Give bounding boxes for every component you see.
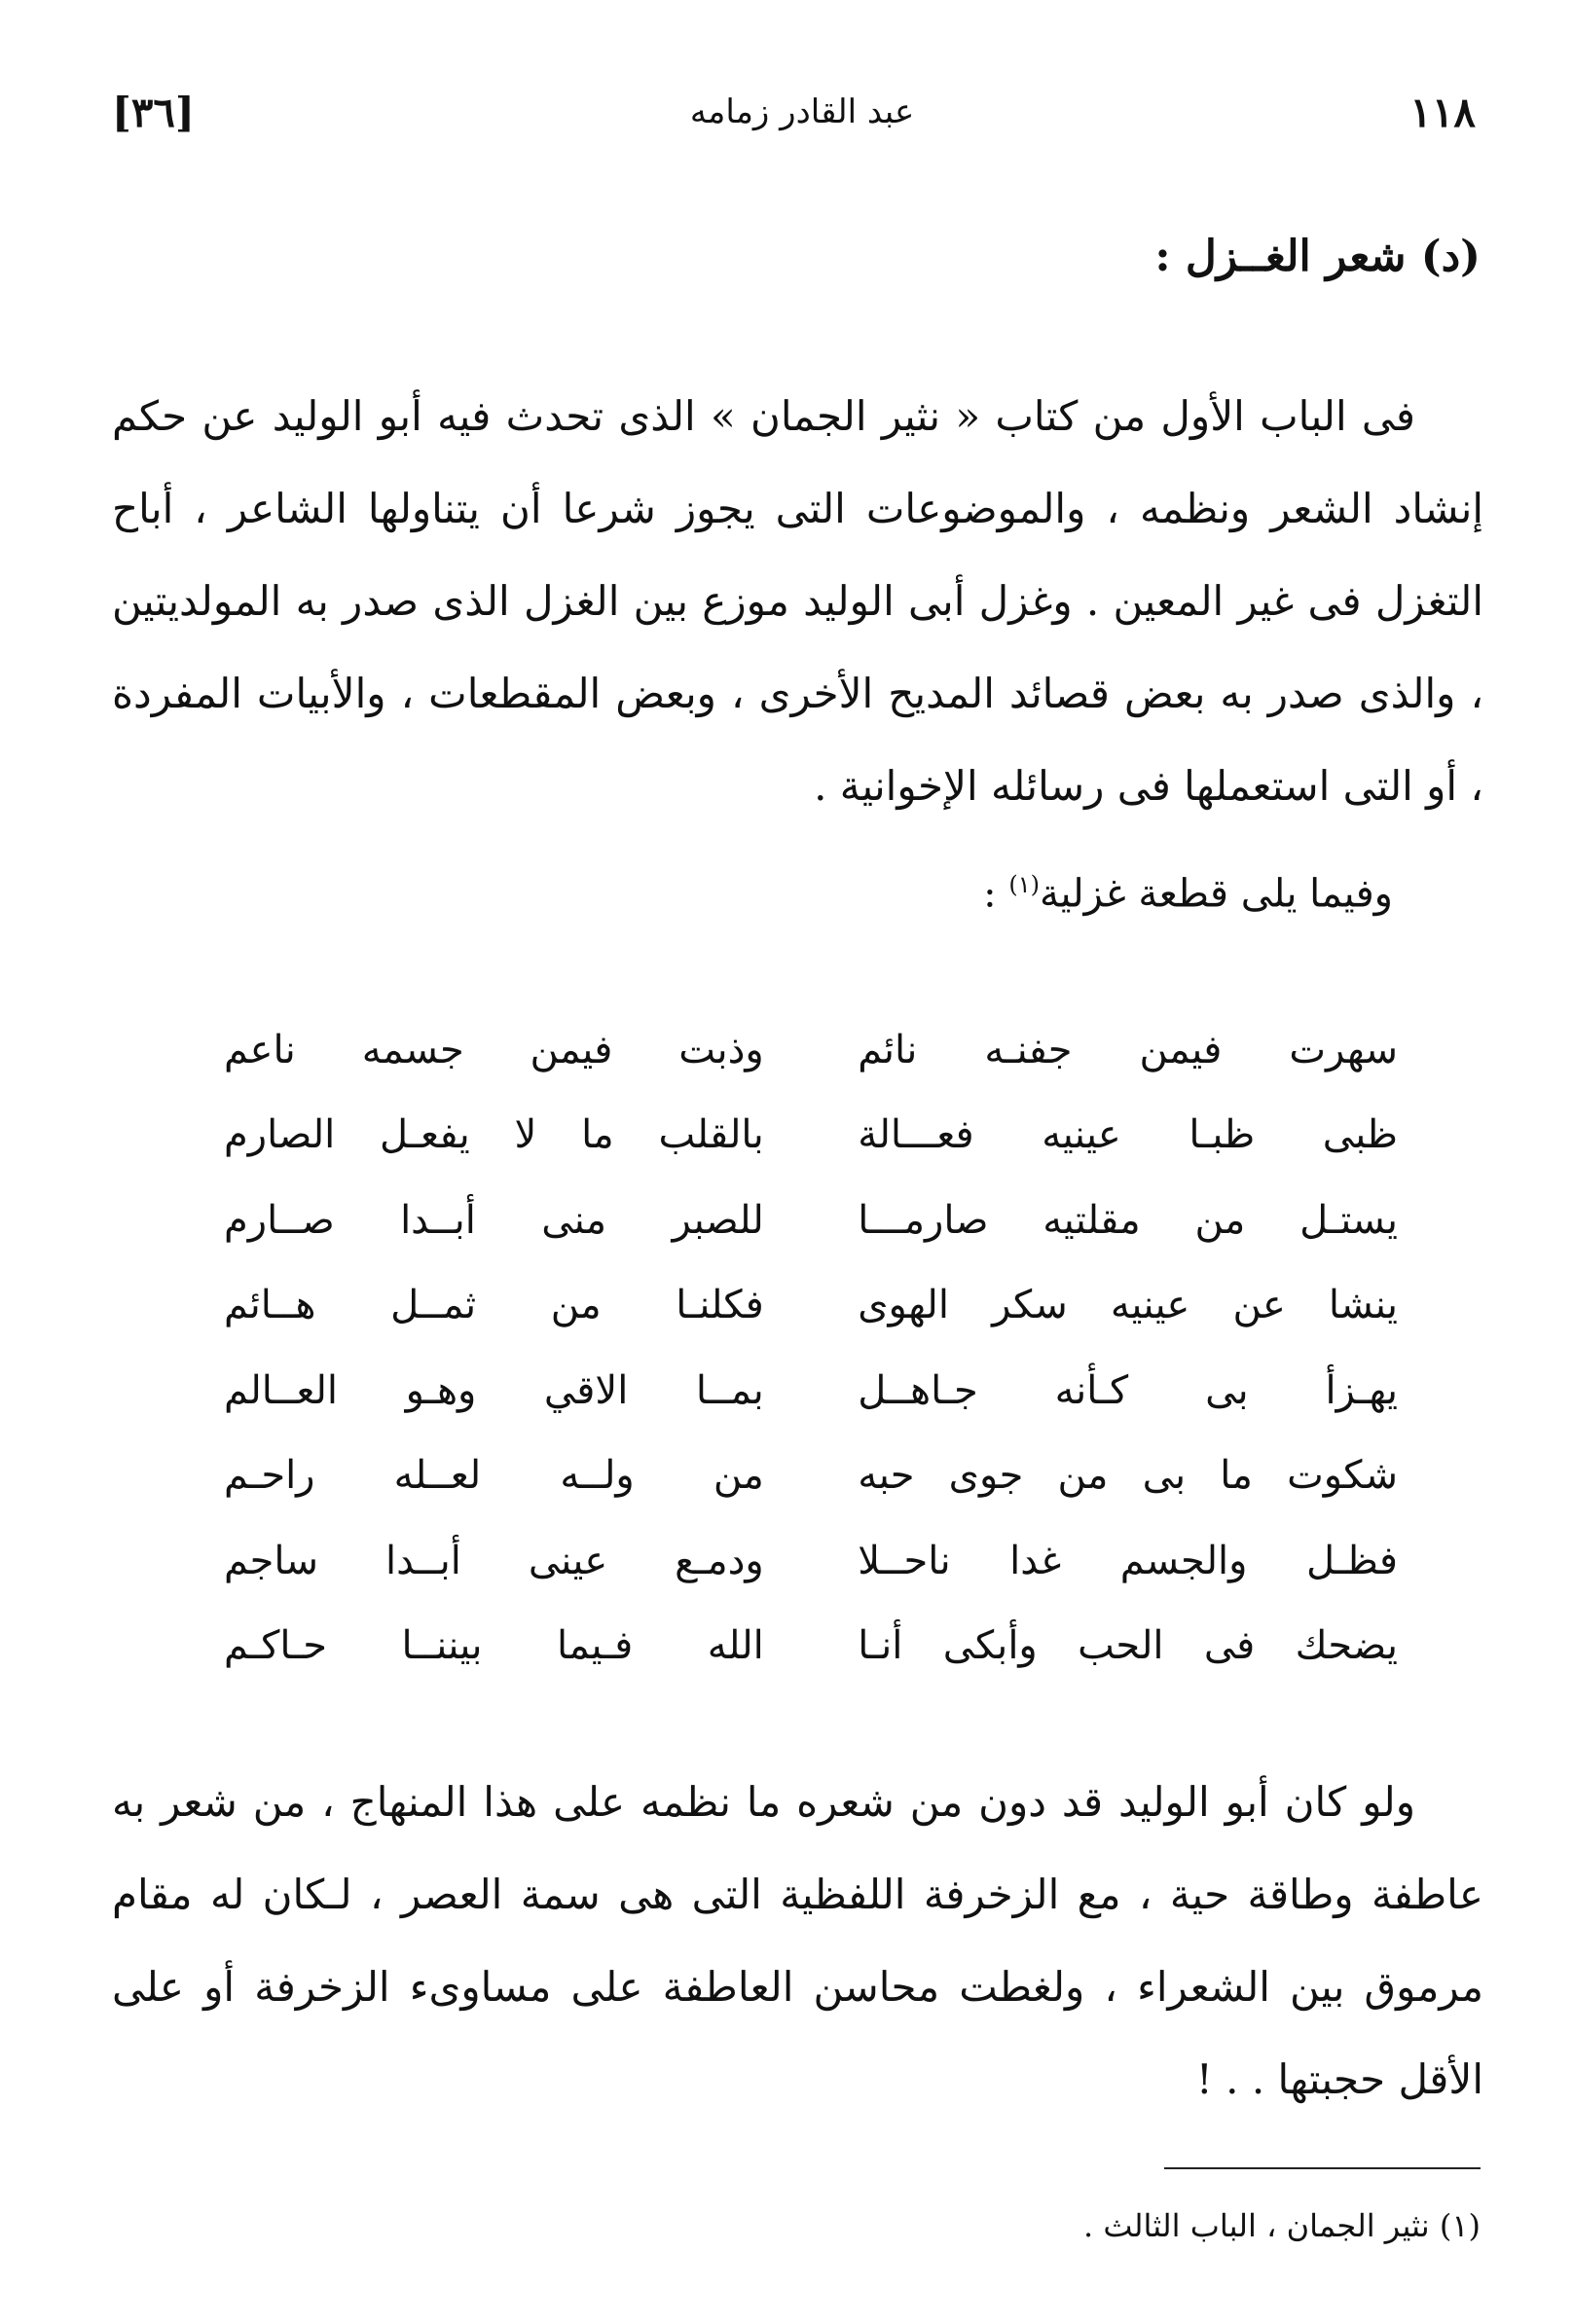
footnote-divider — [1164, 2167, 1481, 2169]
verse-first-hemistich: شكوت ما بى من جوى حبه — [858, 1453, 1398, 1499]
verse-second-hemistich: الله فـيما بيننــا حـاكـم — [224, 1623, 764, 1669]
verse-first-hemistich: سهرت فيمن جفنـه نائم — [858, 1027, 1398, 1072]
outro-paragraph — [112, 1756, 1483, 2125]
poem-intro-text: وفيما يلى قطعة غزلية — [1039, 871, 1393, 917]
verse-second-hemistich: وذبت فيمن جسمه ناعم — [224, 1027, 764, 1072]
verse-first-hemistich: ينشا عن عينيه سكر الهوى — [858, 1283, 1398, 1328]
verse-first-hemistich: ظبى ظبـا عينيه فعـــالة — [858, 1112, 1398, 1158]
running-title: عبد القادر زمامه — [689, 92, 915, 131]
poem-verse — [224, 1007, 1398, 1093]
footnote: (١) نثير الجمان ، الباب الثالث . — [1083, 2207, 1481, 2244]
outro-paragraph-text: ولو كان أبو الوليد قد دون من شعره ما نظمه على هذا المنهاج ، من شعر به عاطفة وطاقة حية ، مع الزخرفة اللفظية التى هى سمة العصر ، لـكان له مقام مرموق بين الشعراء ، ولغطت محاسن العاطفة على مساوىء الزخرفة أو على الأقل حجبتها . . ! — [112, 1778, 1483, 2103]
poem-verse — [224, 1093, 1398, 1179]
verse-second-hemistich: ودمـع عينى أبــدا ساجم — [224, 1538, 764, 1583]
poem-verse — [224, 1178, 1398, 1263]
poem-verse — [224, 1263, 1398, 1349]
verse-second-hemistich: بالقلب ما لا يفعـل الصارم — [224, 1112, 764, 1158]
intro-paragraph-text: فى الباب الأول من كتاب « نثير الجمان » الذى تحدث فيه أبو الوليد عن حكم إنشاد الشعر ونظمه ، والموضوعات التى يجوز شرعا أن يتناولها الشاعر ، أباح التغزل فى غير المعين . وغزل أبى الوليد موزع بين الغزل الذى صدر به المولديتين ، والذى صدر به بعض قصائد المديح الأخرى ، وبعض المقطعات ، والأبيات المفردة ، أو التى استعملها فى رسائله الإخوانية . — [112, 392, 1483, 810]
page-header — [112, 78, 1476, 146]
verse-second-hemistich: للصبر منى أبــدا صــارم — [224, 1197, 764, 1243]
poem-verse — [224, 1518, 1398, 1604]
poem-verse — [224, 1434, 1398, 1519]
section-heading: (د) شعر الغــزل : — [1154, 232, 1481, 281]
chapter-marker: [٣٦] — [112, 88, 195, 136]
page-number: ١١٨ — [1409, 88, 1476, 136]
poem-intro-colon: : — [983, 871, 997, 917]
footnote-reference: (١) — [1008, 871, 1040, 898]
verse-first-hemistich: يضحك فى الحب وأبكى أنـا — [858, 1623, 1398, 1669]
verse-first-hemistich: يستـل من مقلتيه صارمـــا — [858, 1197, 1398, 1243]
poem — [224, 1007, 1398, 1689]
verse-second-hemistich: فكلنـا من ثمــل هــائم — [224, 1283, 764, 1328]
poem-intro — [983, 871, 1393, 916]
verse-first-hemistich: فظـل والجسم غدا ناحــلا — [858, 1538, 1398, 1583]
poem-verse — [224, 1604, 1398, 1689]
verse-first-hemistich: يهـزأ بى كـأنه جـاهــل — [858, 1367, 1398, 1413]
verse-second-hemistich: من ولــه لعــله راحـم — [224, 1453, 764, 1499]
verse-second-hemistich: بمــا الاقي وهـو العــالم — [224, 1367, 764, 1413]
poem-verse — [224, 1348, 1398, 1434]
intro-paragraph — [112, 370, 1483, 832]
